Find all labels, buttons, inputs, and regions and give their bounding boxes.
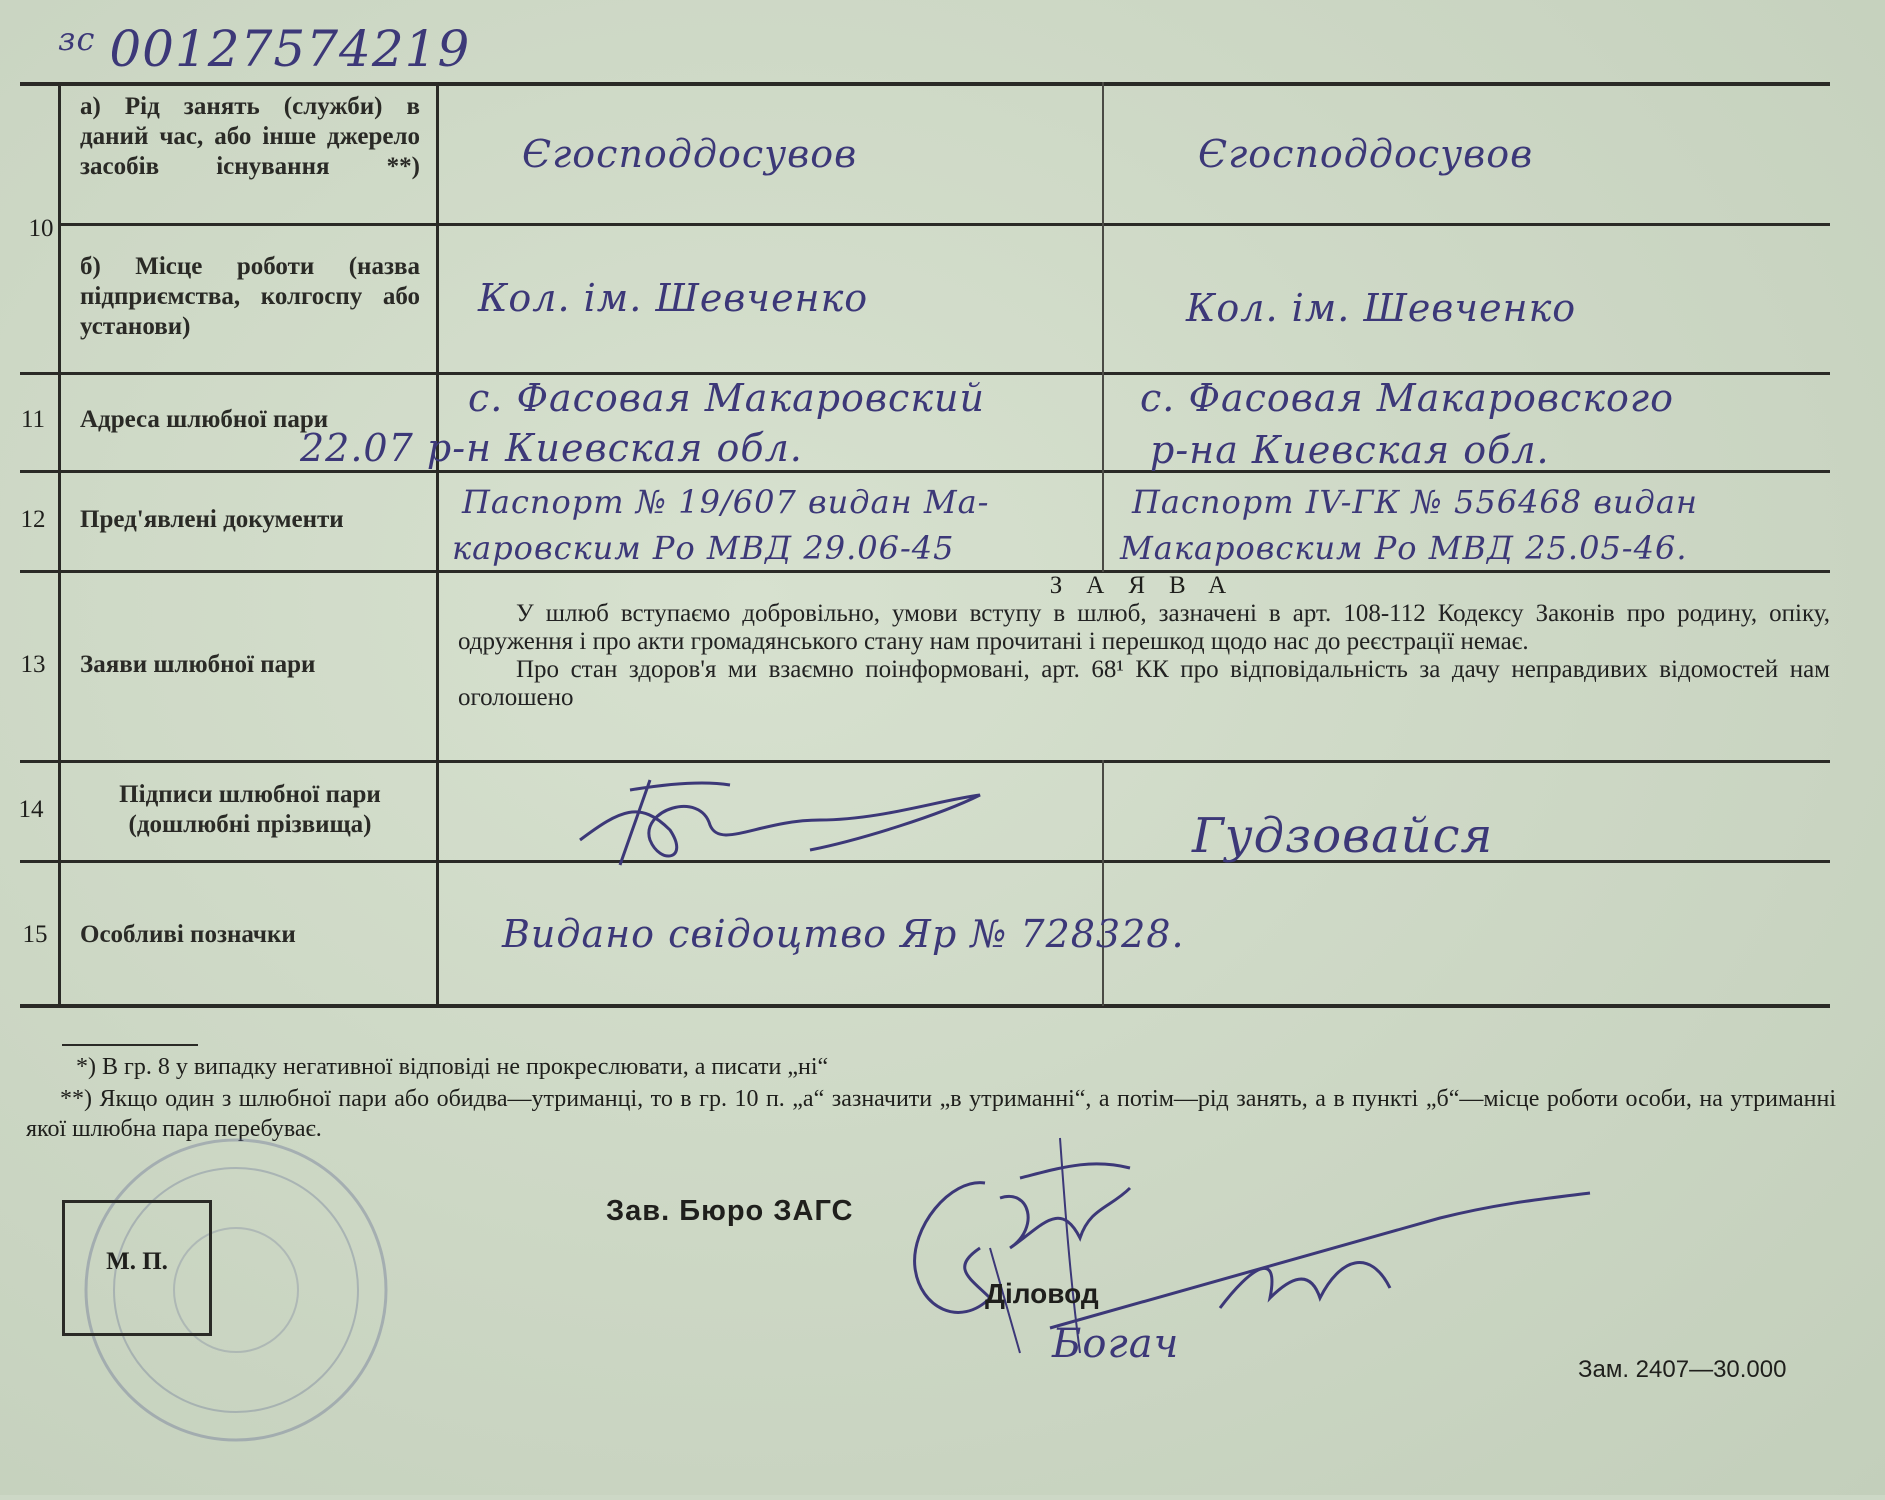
row-10b-label: б) Місце роботи (назва підприємства, колгоспу або установи) (80, 253, 420, 340)
stamp-place-label: М. П. (106, 1248, 168, 1275)
print-run-info: Зам. 2407—30.000 (1578, 1356, 1787, 1383)
row-10a-groom: Єгосподдосувов (522, 132, 858, 176)
row-12-label: Пред'явлені документи (80, 506, 344, 533)
clerk-signature: Богач (1052, 1321, 1180, 1367)
label-column-divider (436, 82, 439, 1006)
footnote-separator (62, 1044, 198, 1046)
row-12-groom-line1: Паспорт № 19/607 видан Ма- (462, 483, 990, 521)
row-12-bride-line1: Паспорт IV-ГК № 556468 видан (1132, 483, 1698, 521)
registry-head-label: Зав. Бюро ЗАГС (606, 1195, 854, 1227)
row-number-11: 11 (20, 406, 46, 433)
row-number-10: 10 (28, 215, 54, 242)
row-10a-bride: Єгосподдосувов (1198, 132, 1534, 176)
row-number-14: 14 (18, 796, 44, 823)
row-11-bride-line1: с. Фасовая Макаровского (1140, 376, 1674, 420)
row-15-label: Особливі позначки (80, 921, 296, 948)
groom-signature (560, 770, 1000, 870)
table-bottom-border (20, 1004, 1830, 1008)
statement-text (458, 600, 1830, 712)
row-14-label: Підписи шлюбної пари (дошлюбні прізвища) (119, 781, 381, 838)
row-13-divider (20, 760, 1830, 763)
statement-paragraph-1: У шлюб вступаємо добровільно, умови вступу в шлюб, зазначені в арт. 108-112 Кодексу Законів про родину, опіку, одруження і про акти громадянського стану нам прочитані і перешкод щодо нас до реєстрації немає. (458, 600, 1830, 655)
row-15-value: Видано свідоцтво Яр № 728328. (502, 912, 1185, 956)
row-11-bride-line2: р-на Киевская обл. (1150, 428, 1550, 472)
footnote-1: *) В гр. 8 у випадку негативної відповіді не прокреслювати, а писати „ні“ (76, 1054, 829, 1080)
row-10a-divider (60, 223, 1830, 226)
row-10b-groom: Кол. ім. Шевченко (478, 276, 869, 320)
row-11-groom-line1: с. Фасовая Макаровский (468, 376, 985, 420)
statement-paragraph-2: Про стан здоров'я ми взаємно поінформовані, арт. 68¹ КК про відповідальність за дачу неправдивих відомостей нам оголошено (458, 656, 1830, 711)
serial-prefix: зс (58, 20, 96, 58)
num-column-divider (58, 82, 61, 1006)
serial-number (58, 20, 470, 80)
row-11-label: Адреса шлюбної пари (80, 406, 329, 433)
row-13-label: Заяви шлюбної пари (80, 651, 316, 678)
bride-signature: Гудзовайся (1192, 808, 1494, 864)
row-12-bride-line2: Макаровским Ро МВД 25.05-46. (1120, 529, 1688, 567)
clerk-label: Діловод (985, 1278, 1099, 1309)
row-11-divider (20, 470, 1830, 473)
serial-digits: 00127574219 (109, 20, 471, 78)
row-number-13: 13 (20, 651, 46, 678)
row-number-15: 15 (22, 921, 48, 948)
groom-bride-divider-top (1102, 82, 1104, 572)
row-11-groom-line2: 22.07 р-н Киевская обл. (300, 426, 803, 470)
groom-bride-divider-bottom (1102, 760, 1104, 1006)
table-top-border (20, 82, 1830, 86)
row-10b-bride: Кол. ім. Шевченко (1186, 286, 1577, 330)
footnote-2: **) Якщо один з шлюбної пари або обидва—утриманці, то в гр. 10 п. „а“ зазначити „в утриманні“, а потім—рід занять, а в пункті „б“—місце роботи особи, на утриманні якої шлюбна пара перебуває. (26, 1086, 1836, 1142)
row-12-groom-line2: каровским Ро МВД 29.06-45 (452, 529, 955, 567)
row-10a-label: а) Рід занять (служби) в даний час, або інше джерело засобів існування **) (80, 93, 420, 180)
clerk-signature-flourish (1040, 1188, 1600, 1348)
statement-title: ЗАЯВА (1049, 572, 1251, 599)
row-number-12: 12 (20, 506, 46, 533)
